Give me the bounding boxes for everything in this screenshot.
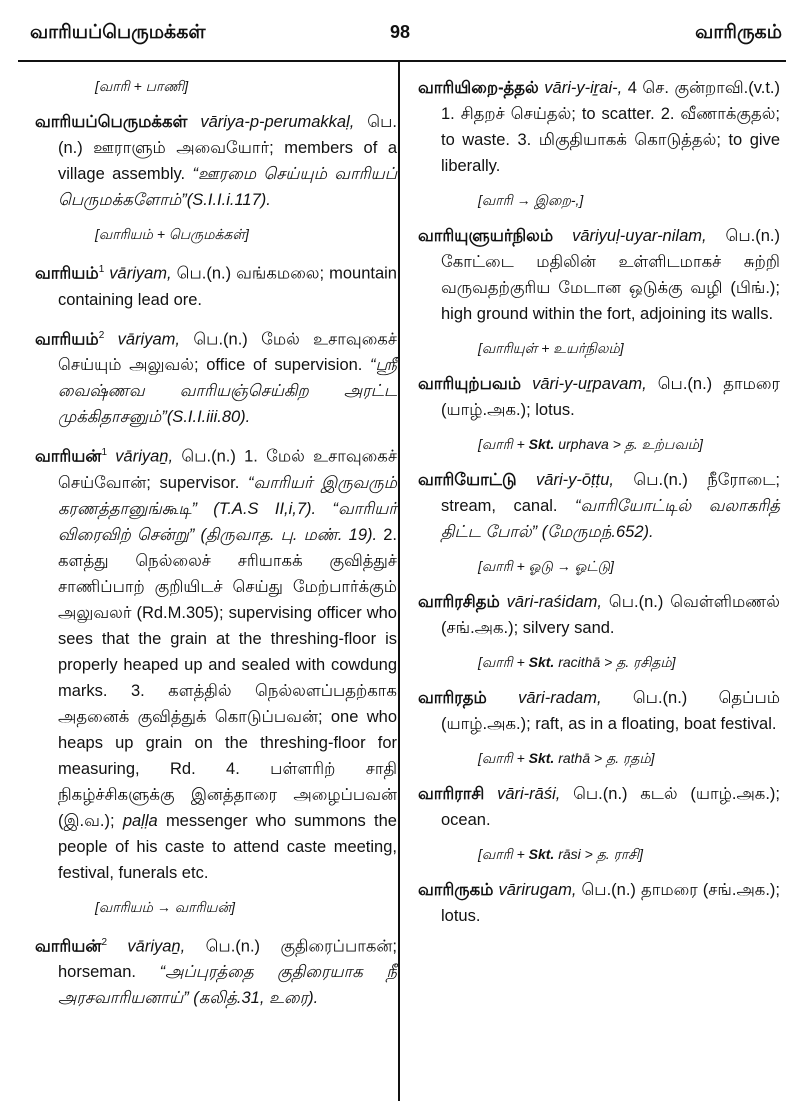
definition: பெ.(n.) நீரோடை; stream, canal. [441,471,780,515]
transliteration: vāri-raśidam, [506,593,603,611]
definition: 4 செ. குன்றாவி.(v.t.) 1. சிதறச் செய்தல்; to scatter. 2. வீணாக்குதல்; to waste. 3. மிகுதியாகக் கொடுத்தல்; to give liberally. [441,79,781,175]
definition: பெ.(n.) வெள்ளிமணல் (சங்.அக.); silvery sand. [441,593,780,637]
transliteration: vāri-rāśi, [497,785,561,803]
headword: வாரியம் [35,264,99,283]
citation: “வாரியர் இருவரும் கரணத்தானுங்கூடி” (T.A.S II,i,7). “வாரியர் விரைவிற் சென்று” (திருவாத. பு. மண். 19). [58,473,397,544]
dictionary-entry [35,257,397,313]
etymology-prefix: [வாரி + [478,750,525,766]
definition: பெ.(n.) கோட்டை மதிலின் உள்ளிடமாகச் சுற்றி வருவதற்குரிய மேடான ஒடுக்கு வழி (பிங்.); high ground within the fort, adjoining its walls. [441,227,780,323]
headword: வாரியுளுயர்நிலம் [418,227,554,245]
etymology: [வாரியம் + பெருமக்கள்] [95,226,249,242]
definition: பெ.(n.) ஊராளும் அவையோர்; members of a village assembly. [58,113,397,183]
etymology-prefix: [வாரி + [478,654,525,670]
etymology-prefix: [வாரி + [478,846,525,862]
sanskrit-tag: Skt. [528,750,555,766]
transliteration: vāriyam, [117,330,180,348]
definition: 2. களத்து நெல்லைச் சரியாகக் குவித்துச் சாணிப்பாற் குறியிடச் செய்து மேற்பார்க்கும் அலுவலர் (Rd.M.305); supervising officer who sees that the grain at the threshing-floor is properly heaped up and sealed with cowdung marks. 3. களத்தில் நெல்லளப்பதற்காக அதனைக் குவித்துக் கொடுப்பவன்; one who heaps up grain on the threshing-floor for measuring, Rd. 4. பள்ளரிற் சாதி நிகழ்ச்சிகளுக்கு இனத்தாரை அழைப்பவன் (இ.வ.); [58,525,397,830]
column-divider [398,61,400,1101]
etymology: [வாரியுள் + உயர்நிலம்] [478,340,624,356]
right-column [418,75,780,939]
transliteration: vārirugam, [498,881,577,899]
headword: வாரியன் [35,937,102,955]
definition: பெ.(n.) கடல் (யாழ்.அக.); ocean. [441,785,780,829]
transliteration: vāri-y-iṟai-, [544,79,623,97]
citation: “வாரியோட்டில் வலாகரித் திட்ட போல்” (மேருமந்.652). [441,497,780,541]
definition: பெ.(n.) மேல் உசாவுகைச் செய்யும் அலுவல்; office of supervision. [58,330,397,374]
definition: பெ.(n.) தெப்பம் (யாழ்.அக.); raft, as in a floating, boat festival. [441,689,780,733]
headword: வாரியப்பெருமக்கள் [35,113,188,131]
dictionary-entry [418,589,780,641]
headword: வாரியோட்டு [418,471,517,489]
dictionary-entry [418,781,780,833]
running-head-right: வாரிருகம் [695,22,782,43]
etymology-source: rathā > த. ரதம்] [558,750,655,766]
etymology: [வாரியம் → வாரியன்] [95,898,235,915]
headword: வாரிரதம் [418,689,487,707]
page-number: 98 [389,22,411,42]
dictionary-entry [418,467,780,545]
definition: பெ.(n.) குதிரைப்பாகன்; horseman. [58,937,397,981]
definition: messenger who summons the people of his caste to attend caste meeting, festival, funerals etc. [58,811,397,882]
etymology-source: rāsi > த. ராசி] [558,846,644,862]
sanskrit-tag: Skt. [528,436,555,452]
transliteration: paḷḷa [122,811,158,830]
left-column [35,75,397,1021]
dictionary-entry [418,75,780,179]
transliteration: vāri-y-uṟpavam, [532,375,647,393]
definition: பெ.(n.) வங்கமலை; mountain containing lead ore. [58,264,397,309]
citation: “ஸ்ரீ வைஷ்ணவ வாரியஞ்செய்கிற அரட்ட முக்கிதாசனும்”(S.I.I.iii.80). [58,356,397,426]
headword: வாரியுற்பவம் [418,375,522,393]
headword: வாரியம் [35,330,99,348]
sanskrit-tag: Skt. [528,846,555,862]
transliteration: vāriyam, [109,264,172,283]
headword: வாரியிறை-த்தல் [418,79,539,97]
etymology [418,747,780,769]
transliteration: vāri-y-ōṭṭu, [536,471,614,489]
headword: வாரிருகம் [418,881,494,899]
dictionary-entry [35,109,397,213]
header-rule [18,60,786,62]
etymology: [வாரி + ஓடு → ஓட்டு] [478,558,614,574]
transliteration: vāriyuḷ-uyar-nilam, [572,227,707,245]
homonym-number: 1 [98,264,105,275]
etymology-prefix: [வாரி + [478,436,525,452]
transliteration: vāriyaṉ, [127,937,186,955]
sanskrit-tag: Skt. [528,654,555,670]
citation: “ஊரமை செய்யும் வாரியப் பெருமக்களோம்”(S.I.I.i.117). [58,165,397,209]
dictionary-entry [418,223,780,327]
etymology-source: racithā > த. ரசிதம்] [558,654,676,670]
homonym-number: 1 [101,447,107,458]
dictionary-entry [418,371,780,423]
headword: வாரிராசி [418,785,485,803]
citation: “அப்புரத்தை குதிரையாக நீ அரசவாரியனாய்” (கலித்.31, உரை). [58,963,397,1007]
etymology [418,433,780,455]
etymology: [வாரி → இறை-,] [478,192,584,208]
etymology: [வாரி + பாணி] [95,78,189,94]
headword: வாரிரசிதம் [418,593,500,611]
transliteration: vāriya-p-perumakkaḷ, [200,113,355,131]
transliteration: vāri-radam, [518,689,602,707]
homonym-number: 2 [101,936,107,948]
transliteration: vāriyaṉ, [115,447,174,466]
definition: பெ.(n.) தாமரை (சங்.அக.); lotus. [441,881,780,925]
page-header [0,0,800,60]
definition: பெ.(n.) தாமரை (யாழ்.அக.); lotus. [441,375,780,419]
dictionary-entry [418,685,780,737]
homonym-number: 2 [98,329,105,341]
etymology [418,651,780,673]
definition: பெ.(n.) 1. மேல் உசாவுகைச் செய்வோன்; supervisor. [58,447,397,492]
headword: வாரியன் [35,447,102,466]
etymology [418,843,780,865]
etymology-source: urphava > த. உற்பவம்] [558,436,703,452]
dictionary-entry [35,930,397,1012]
running-head-left: வாரியப்பெருமக்கள் [30,22,206,43]
dictionary-entry [35,323,397,431]
dictionary-entry [418,877,780,929]
dictionary-entry [35,440,397,886]
